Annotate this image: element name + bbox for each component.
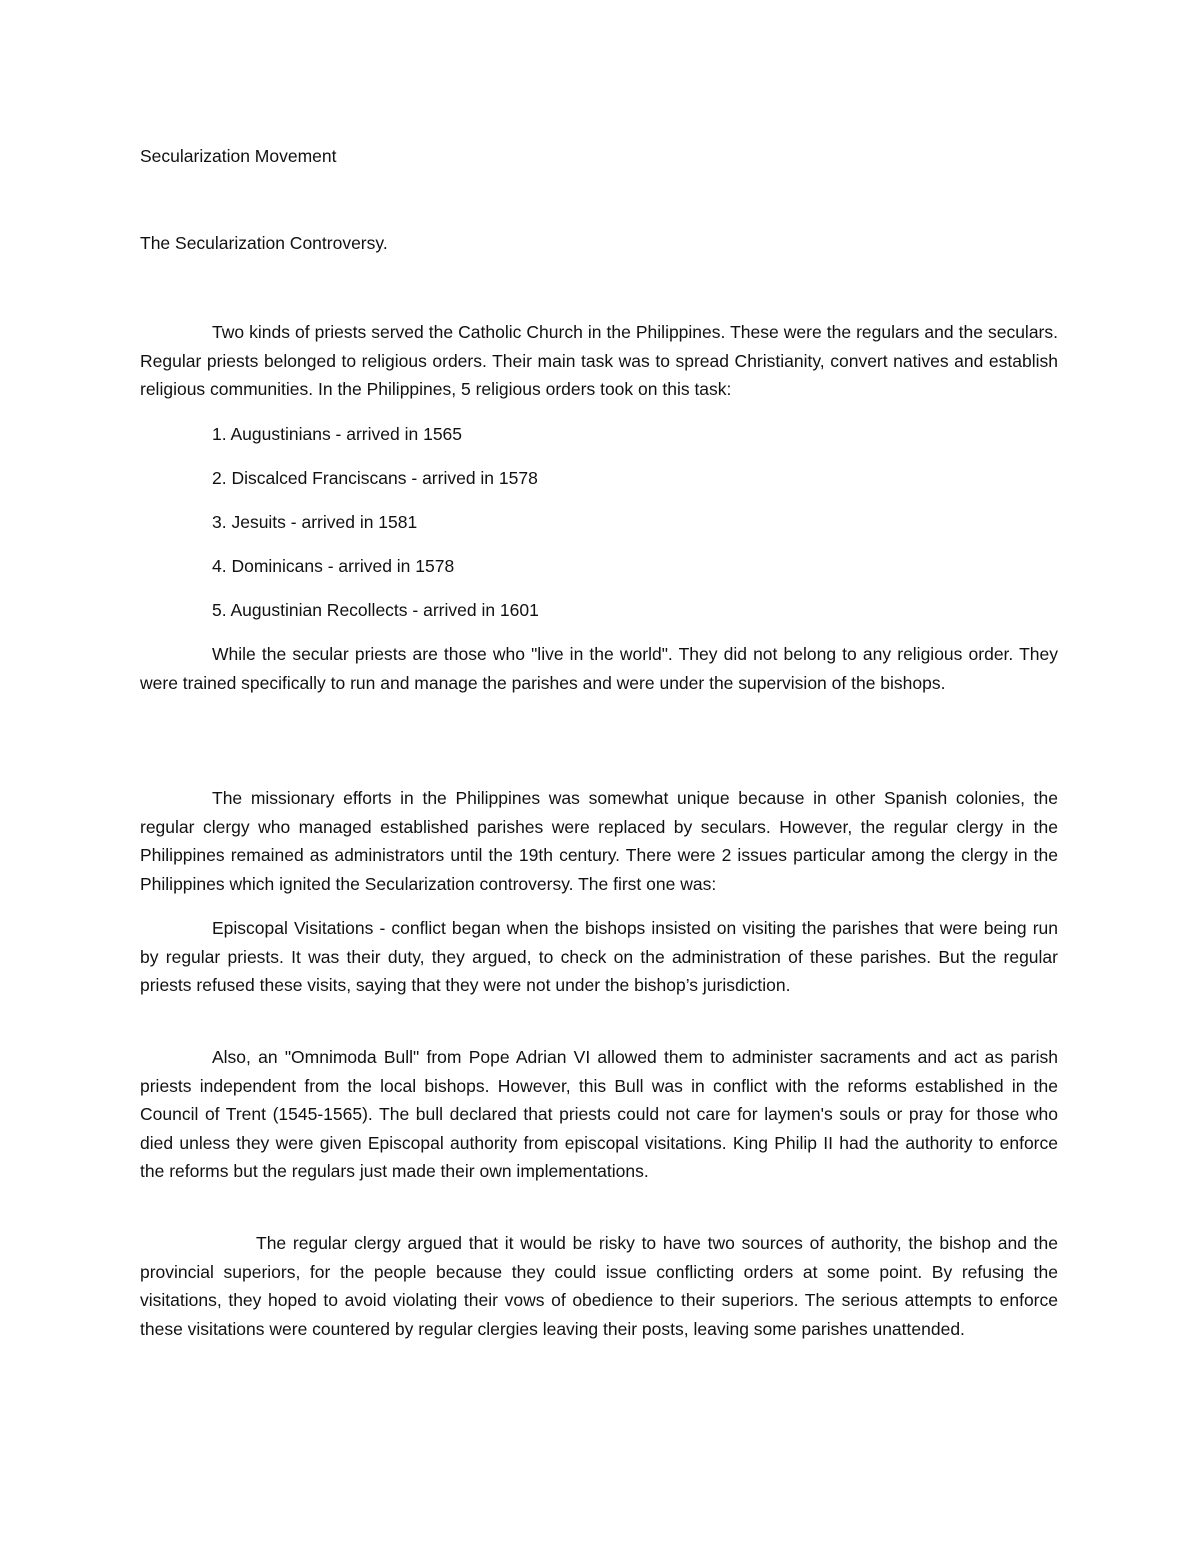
order-item-jesuits: 3. Jesuits - arrived in 1581 — [212, 512, 418, 532]
regular-clergy-paragraph: The regular clergy argued that it would be risky to have two sources of authority, the bishop and the provincial superiors, for the people because they could issue conflicting orders at some point. By refusing the visitations, they hoped to avoid violating their vows of obedience to their superiors. The serious attempts to enforce these visitations were countered by regular clergies leaving their posts, leaving some parishes unattended. — [140, 1233, 1058, 1339]
document-title: Secularization Movement — [140, 146, 337, 166]
order-item-dominicans: 4. Dominicans - arrived in 1578 — [212, 556, 455, 576]
intro-paragraph: Two kinds of priests served the Catholic Church in the Philippines. These were the regulars and the seculars. Regular priests belonged to religious orders. Their main task was to spread Christianity, convert natives and establish religious communities. In the Philippines, 5 religious orders took on this task: — [140, 322, 1058, 400]
missionary-efforts-paragraph: The missionary efforts in the Philippines was somewhat unique because in other Spanish colonies, the regular clergy who managed established parishes were replaced by seculars. However, the regular clergy in the Philippines remained as administrators until the 19th century. There were 2 issues particular among the clergy in the Philippines which ignited the Secularization controversy. The first one was: — [140, 788, 1058, 894]
order-item-franciscans: 2. Discalced Franciscans - arrived in 1578 — [212, 468, 538, 488]
order-item-recollects: 5. Augustinian Recollects - arrived in 1601 — [212, 600, 539, 620]
secular-priests-paragraph: While the secular priests are those who "live in the world". They did not belong to any religious order. They were trained specifically to run and manage the parishes and were under the supervision of the bishops. — [140, 644, 1058, 693]
episcopal-visitations-paragraph: Episcopal Visitations - conflict began when the bishops insisted on visiting the parishes that were being run by regular priests. It was their duty, they argued, to check on the administration of these parishes. But the regular priests refused these visits, saying that they were not under the bishop’s jurisdiction. — [140, 918, 1058, 996]
document-subtitle: The Secularization Controversy. — [140, 233, 388, 253]
order-item-augustinians: 1. Augustinians - arrived in 1565 — [212, 424, 463, 444]
omnimoda-bull-paragraph: Also, an "Omnimoda Bull" from Pope Adrian VI allowed them to administer sacraments and act as parish priests independent from the local bishops. However, this Bull was in conflict with the reforms established in the Council of Trent (1545-1565). The bull declared that priests could not care for laymen's souls or pray for those who died unless they were given Episcopal authority from episcopal visitations. King Philip II had the authority to enforce the reforms but the regulars just made their own implementations. — [140, 1047, 1058, 1182]
